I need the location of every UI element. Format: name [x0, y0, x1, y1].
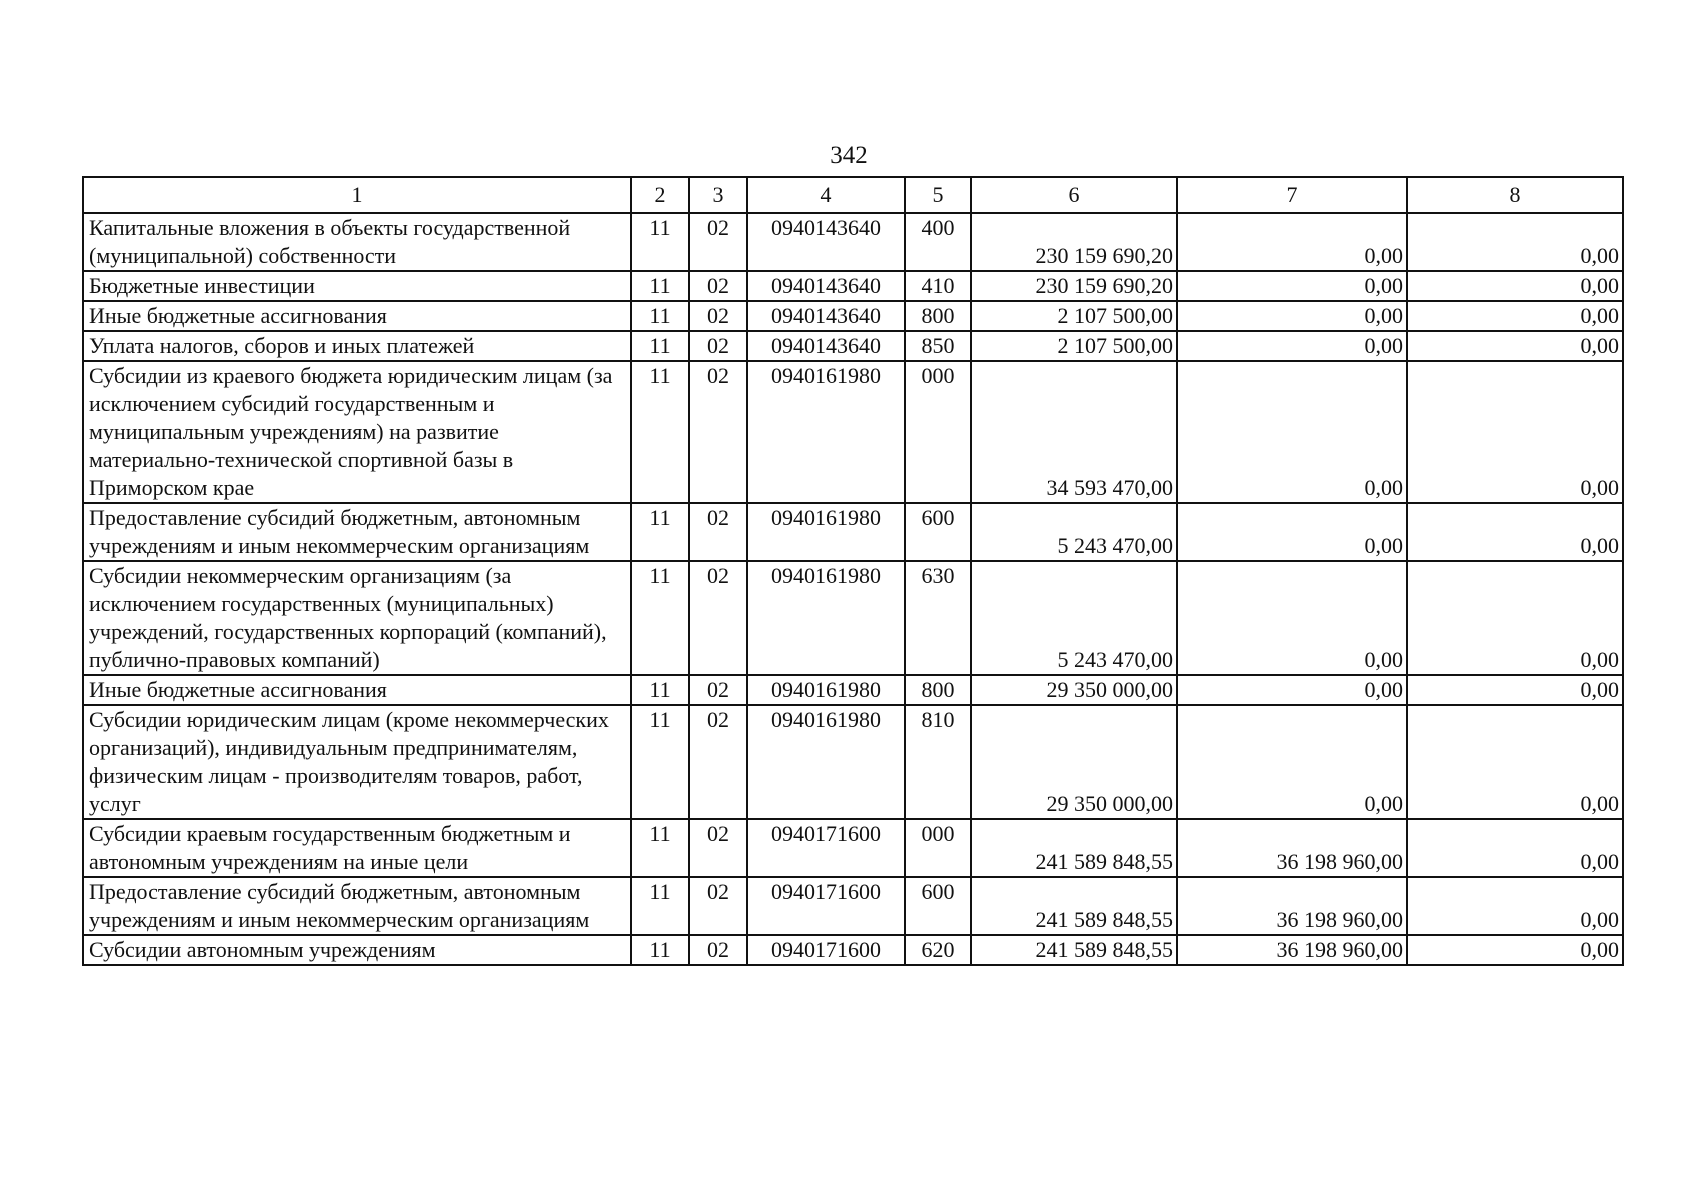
- amount-col6: 230 159 690,20: [971, 271, 1177, 301]
- table-row: [83, 503, 1623, 561]
- table-row: [83, 819, 1623, 877]
- target-article-code: 0940143640: [747, 301, 905, 331]
- subsection-code: 02: [689, 675, 747, 705]
- table-row: [83, 705, 1623, 819]
- expense-type-code: 810: [905, 705, 971, 819]
- section-code: 11: [631, 361, 689, 503]
- section-code: 11: [631, 271, 689, 301]
- section-code: 11: [631, 561, 689, 675]
- column-header: 1: [83, 177, 631, 213]
- amount-col8: 0,00: [1407, 271, 1623, 301]
- row-name: Субсидии юридическим лицам (кроме некоммерческих организаций), индивидуальным предпринимателям, физическим лицам - производителям товаров, работ, услуг: [83, 705, 631, 819]
- section-code: 11: [631, 935, 689, 965]
- table-row: [83, 361, 1623, 503]
- column-header: 2: [631, 177, 689, 213]
- subsection-code: 02: [689, 271, 747, 301]
- budget-table: [82, 176, 1624, 966]
- subsection-code: 02: [689, 503, 747, 561]
- amount-col6: 29 350 000,00: [971, 675, 1177, 705]
- amount-col7: 0,00: [1177, 705, 1407, 819]
- page-number: 342: [830, 142, 868, 169]
- target-article-code: 0940143640: [747, 331, 905, 361]
- table-row: [83, 213, 1623, 271]
- amount-col7: 36 198 960,00: [1177, 877, 1407, 935]
- expense-type-code: 400: [905, 213, 971, 271]
- subsection-code: 02: [689, 705, 747, 819]
- amount-col7: 36 198 960,00: [1177, 819, 1407, 877]
- amount-col8: 0,00: [1407, 561, 1623, 675]
- row-name: Иные бюджетные ассигнования: [83, 675, 631, 705]
- amount-col6: 5 243 470,00: [971, 503, 1177, 561]
- table-row: [83, 935, 1623, 965]
- amount-col8: 0,00: [1407, 877, 1623, 935]
- subsection-code: 02: [689, 331, 747, 361]
- amount-col8: 0,00: [1407, 503, 1623, 561]
- column-header: 3: [689, 177, 747, 213]
- column-header: 4: [747, 177, 905, 213]
- expense-type-code: 600: [905, 503, 971, 561]
- amount-col6: 241 589 848,55: [971, 935, 1177, 965]
- section-code: 11: [631, 819, 689, 877]
- target-article-code: 0940171600: [747, 935, 905, 965]
- row-name: Иные бюджетные ассигнования: [83, 301, 631, 331]
- amount-col6: 29 350 000,00: [971, 705, 1177, 819]
- header-row: [83, 177, 1623, 213]
- amount-col7: 0,00: [1177, 561, 1407, 675]
- subsection-code: 02: [689, 819, 747, 877]
- row-name: Субсидии некоммерческим организациям (за исключением государственных (муниципальных) учреждений, государственных корпораций (компаний), публично-правовых компаний): [83, 561, 631, 675]
- subsection-code: 02: [689, 361, 747, 503]
- expense-type-code: 850: [905, 331, 971, 361]
- row-name: Субсидии краевым государственным бюджетным и автономным учреждениям на иные цели: [83, 819, 631, 877]
- amount-col7: 0,00: [1177, 301, 1407, 331]
- amount-col6: 2 107 500,00: [971, 331, 1177, 361]
- expense-type-code: 000: [905, 819, 971, 877]
- expense-type-code: 800: [905, 301, 971, 331]
- subsection-code: 02: [689, 301, 747, 331]
- expense-type-code: 000: [905, 361, 971, 503]
- amount-col8: 0,00: [1407, 819, 1623, 877]
- table-row: [83, 301, 1623, 331]
- table-row: [83, 561, 1623, 675]
- section-code: 11: [631, 675, 689, 705]
- amount-col8: 0,00: [1407, 705, 1623, 819]
- column-header: 7: [1177, 177, 1407, 213]
- target-article-code: 0940161980: [747, 561, 905, 675]
- amount-col8: 0,00: [1407, 675, 1623, 705]
- section-code: 11: [631, 877, 689, 935]
- amount-col8: 0,00: [1407, 301, 1623, 331]
- amount-col8: 0,00: [1407, 935, 1623, 965]
- expense-type-code: 410: [905, 271, 971, 301]
- table-row: [83, 331, 1623, 361]
- target-article-code: 0940161980: [747, 503, 905, 561]
- amount-col6: 5 243 470,00: [971, 561, 1177, 675]
- amount-col7: 0,00: [1177, 213, 1407, 271]
- row-name: Предоставление субсидий бюджетным, автономным учреждениям и иным некоммерческим организациям: [83, 877, 631, 935]
- row-name: Капитальные вложения в объекты государственной (муниципальной) собственности: [83, 213, 631, 271]
- column-header: 5: [905, 177, 971, 213]
- amount-col8: 0,00: [1407, 331, 1623, 361]
- expense-type-code: 600: [905, 877, 971, 935]
- row-name: Предоставление субсидий бюджетным, автономным учреждениям и иным некоммерческим организациям: [83, 503, 631, 561]
- column-header: 8: [1407, 177, 1623, 213]
- amount-col7: 36 198 960,00: [1177, 935, 1407, 965]
- target-article-code: 0940143640: [747, 213, 905, 271]
- row-name: Бюджетные инвестиции: [83, 271, 631, 301]
- amount-col6: 2 107 500,00: [971, 301, 1177, 331]
- expense-type-code: 630: [905, 561, 971, 675]
- amount-col6: 241 589 848,55: [971, 877, 1177, 935]
- amount-col6: 230 159 690,20: [971, 213, 1177, 271]
- section-code: 11: [631, 503, 689, 561]
- target-article-code: 0940161980: [747, 361, 905, 503]
- amount-col7: 0,00: [1177, 361, 1407, 503]
- amount-col7: 0,00: [1177, 271, 1407, 301]
- section-code: 11: [631, 213, 689, 271]
- table-row: [83, 675, 1623, 705]
- row-name: Субсидии из краевого бюджета юридическим лицам (за исключением субсидий государственным и муниципальным учреждениям) на развитие материально-технической спортивной базы в Приморском крае: [83, 361, 631, 503]
- target-article-code: 0940161980: [747, 705, 905, 819]
- amount-col8: 0,00: [1407, 213, 1623, 271]
- subsection-code: 02: [689, 935, 747, 965]
- target-article-code: 0940171600: [747, 877, 905, 935]
- expense-type-code: 800: [905, 675, 971, 705]
- amount-col7: 0,00: [1177, 503, 1407, 561]
- subsection-code: 02: [689, 877, 747, 935]
- amount-col8: 0,00: [1407, 361, 1623, 503]
- target-article-code: 0940171600: [747, 819, 905, 877]
- amount-col6: 34 593 470,00: [971, 361, 1177, 503]
- amount-col6: 241 589 848,55: [971, 819, 1177, 877]
- expense-type-code: 620: [905, 935, 971, 965]
- amount-col7: 0,00: [1177, 331, 1407, 361]
- subsection-code: 02: [689, 213, 747, 271]
- section-code: 11: [631, 301, 689, 331]
- target-article-code: 0940161980: [747, 675, 905, 705]
- subsection-code: 02: [689, 561, 747, 675]
- section-code: 11: [631, 705, 689, 819]
- row-name: Субсидии автономным учреждениям: [83, 935, 631, 965]
- amount-col7: 0,00: [1177, 675, 1407, 705]
- table-row: [83, 877, 1623, 935]
- column-header: 6: [971, 177, 1177, 213]
- table-row: [83, 271, 1623, 301]
- section-code: 11: [631, 331, 689, 361]
- row-name: Уплата налогов, сборов и иных платежей: [83, 331, 631, 361]
- target-article-code: 0940143640: [747, 271, 905, 301]
